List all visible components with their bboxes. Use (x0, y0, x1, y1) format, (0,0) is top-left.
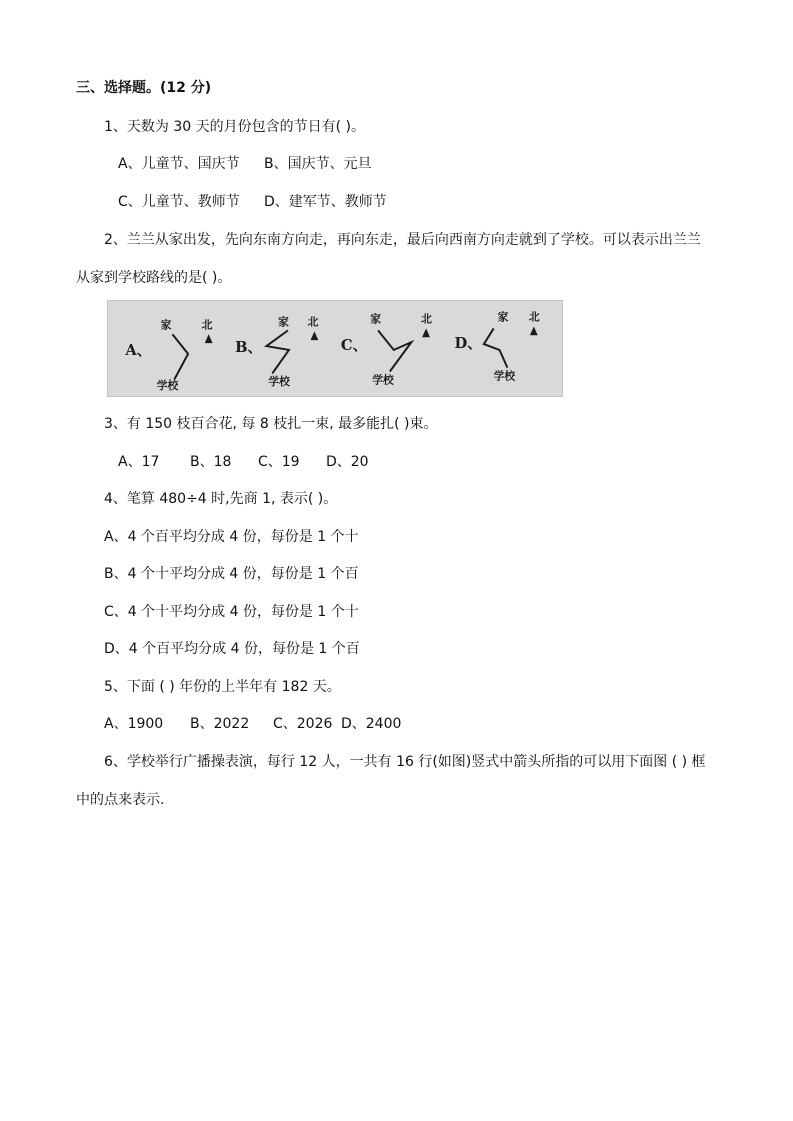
option-b-home-label: 家 (278, 315, 289, 329)
option-d-north-label: 北 (528, 310, 540, 324)
question-1-option-d: D、建军节、教师节 (264, 194, 387, 210)
question-3-option-d: D、20 (326, 454, 369, 470)
option-b-north-arrow-icon (311, 331, 319, 340)
question-5-option-d: D、2400 (341, 716, 402, 732)
question-1-stem: 1、天数为 30 天的月份包含的节日有( )。 (104, 119, 365, 135)
option-d-school-label: 学校 (493, 369, 516, 383)
option-a-letter: A、 (125, 341, 152, 359)
question-4-option-a: A、4 个百平均分成 4 份，每份是 1 个十 (104, 529, 359, 545)
question-4-option-b: B、4 个十平均分成 4 份，每份是 1 个百 (104, 566, 359, 582)
option-a-north-arrow-icon (205, 334, 213, 343)
question-6-stem-line2: 中的点来表示. (76, 792, 165, 808)
option-b-route-line (266, 330, 289, 373)
route-option-c (341, 313, 432, 387)
route-option-a (124, 318, 212, 392)
question-2-stem-line2: 从家到学校路线的是( )。 (76, 270, 232, 286)
option-c-school-label: 学校 (372, 373, 394, 387)
option-b-letter: B、 (235, 338, 263, 356)
section-title: 三、选择题。(12 分) (76, 80, 212, 96)
option-c-north-label: 北 (421, 312, 432, 326)
option-c-north-arrow-icon (422, 328, 430, 337)
route-option-d (454, 311, 539, 383)
question-4-option-c: C、4 个十平均分成 4 份，每份是 1 个十 (104, 604, 359, 620)
question-5-option-b: B、2022 (190, 716, 250, 732)
option-c-home-label: 家 (370, 312, 382, 326)
question-5-stem: 5、下面 ( ) 年份的上半年有 182 天。 (104, 679, 341, 695)
question-5-option-a: A、1900 (104, 716, 164, 732)
question-1-option-a: A、儿童节、国庆节 (118, 156, 240, 172)
option-a-north-label: 北 (201, 318, 213, 332)
question-1-option-b: B、国庆节、元旦 (264, 156, 372, 172)
question-4-stem: 4、笔算 480÷4 时,先商 1, 表示( )。 (104, 491, 338, 507)
question-5-option-c: C、2026 (273, 716, 333, 732)
question-3-option-a: A、17 (118, 454, 160, 470)
route-options-figure (107, 300, 563, 397)
question-3-option-b: B、18 (190, 454, 232, 470)
option-b-school-label: 学校 (268, 375, 290, 389)
route-options-svg (108, 301, 562, 396)
option-a-school-label: 学校 (156, 379, 179, 393)
question-2-stem-line1: 2、兰兰从家出发，先向东南方向走，再向东走，最后向西南方向走就到了学校。可以表示出兰兰 (104, 232, 701, 248)
option-a-home-label: 家 (160, 318, 172, 332)
option-d-home-label: 家 (497, 310, 509, 324)
option-a-route-line (172, 334, 188, 379)
option-d-route-line (484, 328, 508, 367)
question-6-stem-line1: 6、学校举行广播操表演，每行 12 人，一共有 16 行(如图)竖式中箭头所指的可以用下面图 ( ) 框 (104, 754, 706, 770)
option-c-route-line (378, 330, 411, 371)
option-b-north-label: 北 (307, 315, 319, 329)
question-3-stem: 3、有 150 枝百合花, 每 8 枝扎一束, 最多能扎( )束。 (104, 416, 438, 432)
question-1-option-c: C、儿童节、教师节 (118, 194, 240, 210)
question-4-option-d: D、4 个百平均分成 4 份，每份是 1 个百 (104, 641, 360, 657)
option-d-letter: D、 (454, 335, 482, 353)
option-d-north-arrow-icon (530, 326, 538, 335)
question-3-option-c: C、19 (258, 454, 300, 470)
route-option-b (235, 315, 318, 388)
option-c-letter: C、 (340, 336, 368, 354)
